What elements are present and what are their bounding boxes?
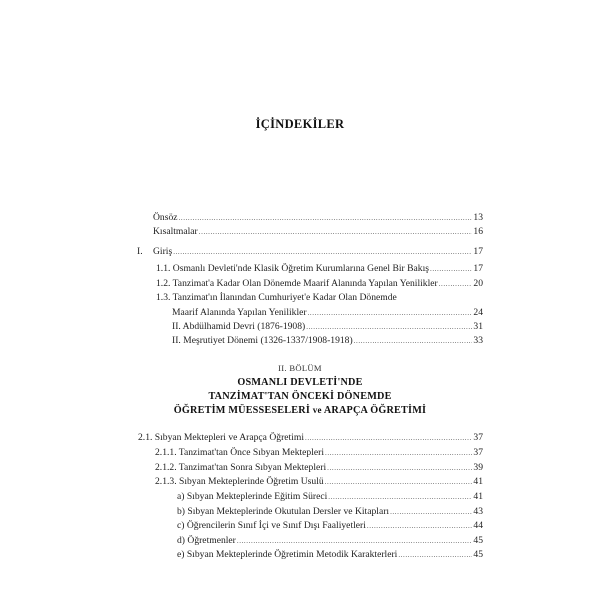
chapter-number: I. xyxy=(137,246,143,257)
entry-label: Giriş xyxy=(153,246,173,257)
toc-entry-1-3-cont[interactable] xyxy=(172,307,483,319)
leader-dots xyxy=(325,447,472,459)
toc-title: İÇİNDEKİLER xyxy=(255,117,345,131)
leader-dots xyxy=(199,226,473,238)
leader-dots xyxy=(173,246,472,258)
entry-label: II. Meşrutiyet Dönemi (1326-1337/1908-1918) xyxy=(172,335,353,346)
entry-label: 2.1.1. Tanzimat'tan Önce Sıbyan Mektepleri xyxy=(155,447,324,458)
part-label: II. BÖLÜM xyxy=(278,363,322,373)
leader-dots xyxy=(354,335,473,347)
entry-page: 41 xyxy=(473,476,483,487)
entry-page: 43 xyxy=(473,506,483,517)
toc-entry-2-1-1[interactable] xyxy=(155,447,483,459)
leader-dots xyxy=(328,491,472,503)
leader-dots xyxy=(237,535,473,547)
leader-dots xyxy=(430,263,472,275)
toc-entry-2-1[interactable] xyxy=(138,432,483,444)
entry-label: 1.2. Tanzimat'a Kadar Olan Dönemde Maarif Alanında Yapılan Yenilikler xyxy=(156,278,438,289)
toc-entry-1-2[interactable] xyxy=(156,278,483,290)
chapter-heading-line-3 xyxy=(0,405,600,416)
entry-label: Kısaltmalar xyxy=(153,226,198,237)
entry-label: 1.3. Tanzimat'ın İlanından Cumhuriyet'e Kadar Olan Dönemde xyxy=(156,292,397,303)
entry-label: 2.1.3. Sıbyan Mekteplerinde Öğretim Usulü xyxy=(155,476,324,487)
leader-dots xyxy=(305,432,472,444)
chapter-heading-line-1: OSMANLI DEVLETİ'NDE xyxy=(237,377,363,388)
heading-part-b: ARAPÇA ÖĞRETİMİ xyxy=(323,405,427,416)
leader-dots xyxy=(308,307,473,319)
heading-part-a: ÖĞRETİM MÜESSESELERİ xyxy=(173,405,310,416)
toc-entry-1-3[interactable] xyxy=(156,292,483,304)
entry-label: Maarif Alanında Yapılan Yenilikler xyxy=(172,307,307,318)
toc-entry-2-1-3[interactable] xyxy=(155,476,483,488)
toc-entry-2-1-2[interactable] xyxy=(155,462,483,474)
leader-dots xyxy=(398,549,472,561)
toc-entry-giris[interactable] xyxy=(153,246,483,258)
entry-page: 24 xyxy=(473,307,483,318)
entry-page: 39 xyxy=(473,462,483,473)
chapter-heading-line-2: TANZİMAT'TAN ÖNCEKİ DÖNEMDE xyxy=(208,391,392,402)
leader-dots xyxy=(439,278,473,290)
entry-page: 13 xyxy=(473,212,483,223)
heading-ve: ve xyxy=(312,405,322,415)
entry-label: 1.1. Osmanlı Devleti'nde Klasik Öğretim Kurumlarına Genel Bir Bakış xyxy=(156,263,429,274)
entry-page: 17 xyxy=(473,246,483,257)
entry-label: 2.1. Sıbyan Mektepleri ve Arapça Öğretimi xyxy=(138,432,304,443)
entry-page: 17 xyxy=(473,263,483,274)
toc-entry-a[interactable] xyxy=(177,491,483,503)
entry-page: 37 xyxy=(473,432,483,443)
leader-dots xyxy=(390,506,472,518)
entry-page: 31 xyxy=(473,321,483,332)
toc-entry-mesrutiyet[interactable] xyxy=(172,335,483,347)
toc-entry-b[interactable] xyxy=(177,506,483,518)
entry-label: a) Sıbyan Mekteplerinde Eğitim Süreci xyxy=(177,491,328,502)
entry-label: e) Sıbyan Mekteplerinde Öğretimin Metodik Karakterleri xyxy=(177,549,398,560)
entry-page: 41 xyxy=(473,491,483,502)
entry-page: 45 xyxy=(473,549,483,560)
toc-entry-d[interactable] xyxy=(177,535,483,547)
toc-entry-e[interactable] xyxy=(177,549,483,561)
entry-page: 44 xyxy=(473,520,483,531)
entry-label: d) Öğretmenler xyxy=(177,535,236,546)
entry-label: II. Abdülhamid Devri (1876-1908) xyxy=(172,321,306,332)
toc-entry-abdulhamid[interactable] xyxy=(172,321,483,333)
entry-label: c) Öğrencilerin Sınıf İçi ve Sınıf Dışı Faaliyetleri xyxy=(177,520,366,531)
leader-dots xyxy=(179,212,473,224)
toc-entry-kisaltmalar[interactable] xyxy=(153,226,483,238)
entry-label: b) Sıbyan Mekteplerinde Okutulan Dersler ve Kitapları xyxy=(177,506,390,517)
toc-entry-c[interactable] xyxy=(177,520,483,532)
entry-label: 2.1.2. Tanzimat'tan Sonra Sıbyan Mektepleri xyxy=(155,462,327,473)
leader-dots xyxy=(367,520,473,532)
entry-page: 33 xyxy=(473,335,483,346)
entry-page: 45 xyxy=(473,535,483,546)
entry-label: Önsöz xyxy=(153,212,178,223)
entry-page: 37 xyxy=(473,447,483,458)
toc-entry-1-1[interactable] xyxy=(156,263,483,275)
leader-dots xyxy=(327,462,472,474)
toc-entry-onsoz[interactable] xyxy=(153,212,483,224)
entry-page: 16 xyxy=(473,226,483,237)
leader-dots xyxy=(306,321,472,333)
leader-dots xyxy=(325,476,473,488)
entry-page: 20 xyxy=(473,278,483,289)
